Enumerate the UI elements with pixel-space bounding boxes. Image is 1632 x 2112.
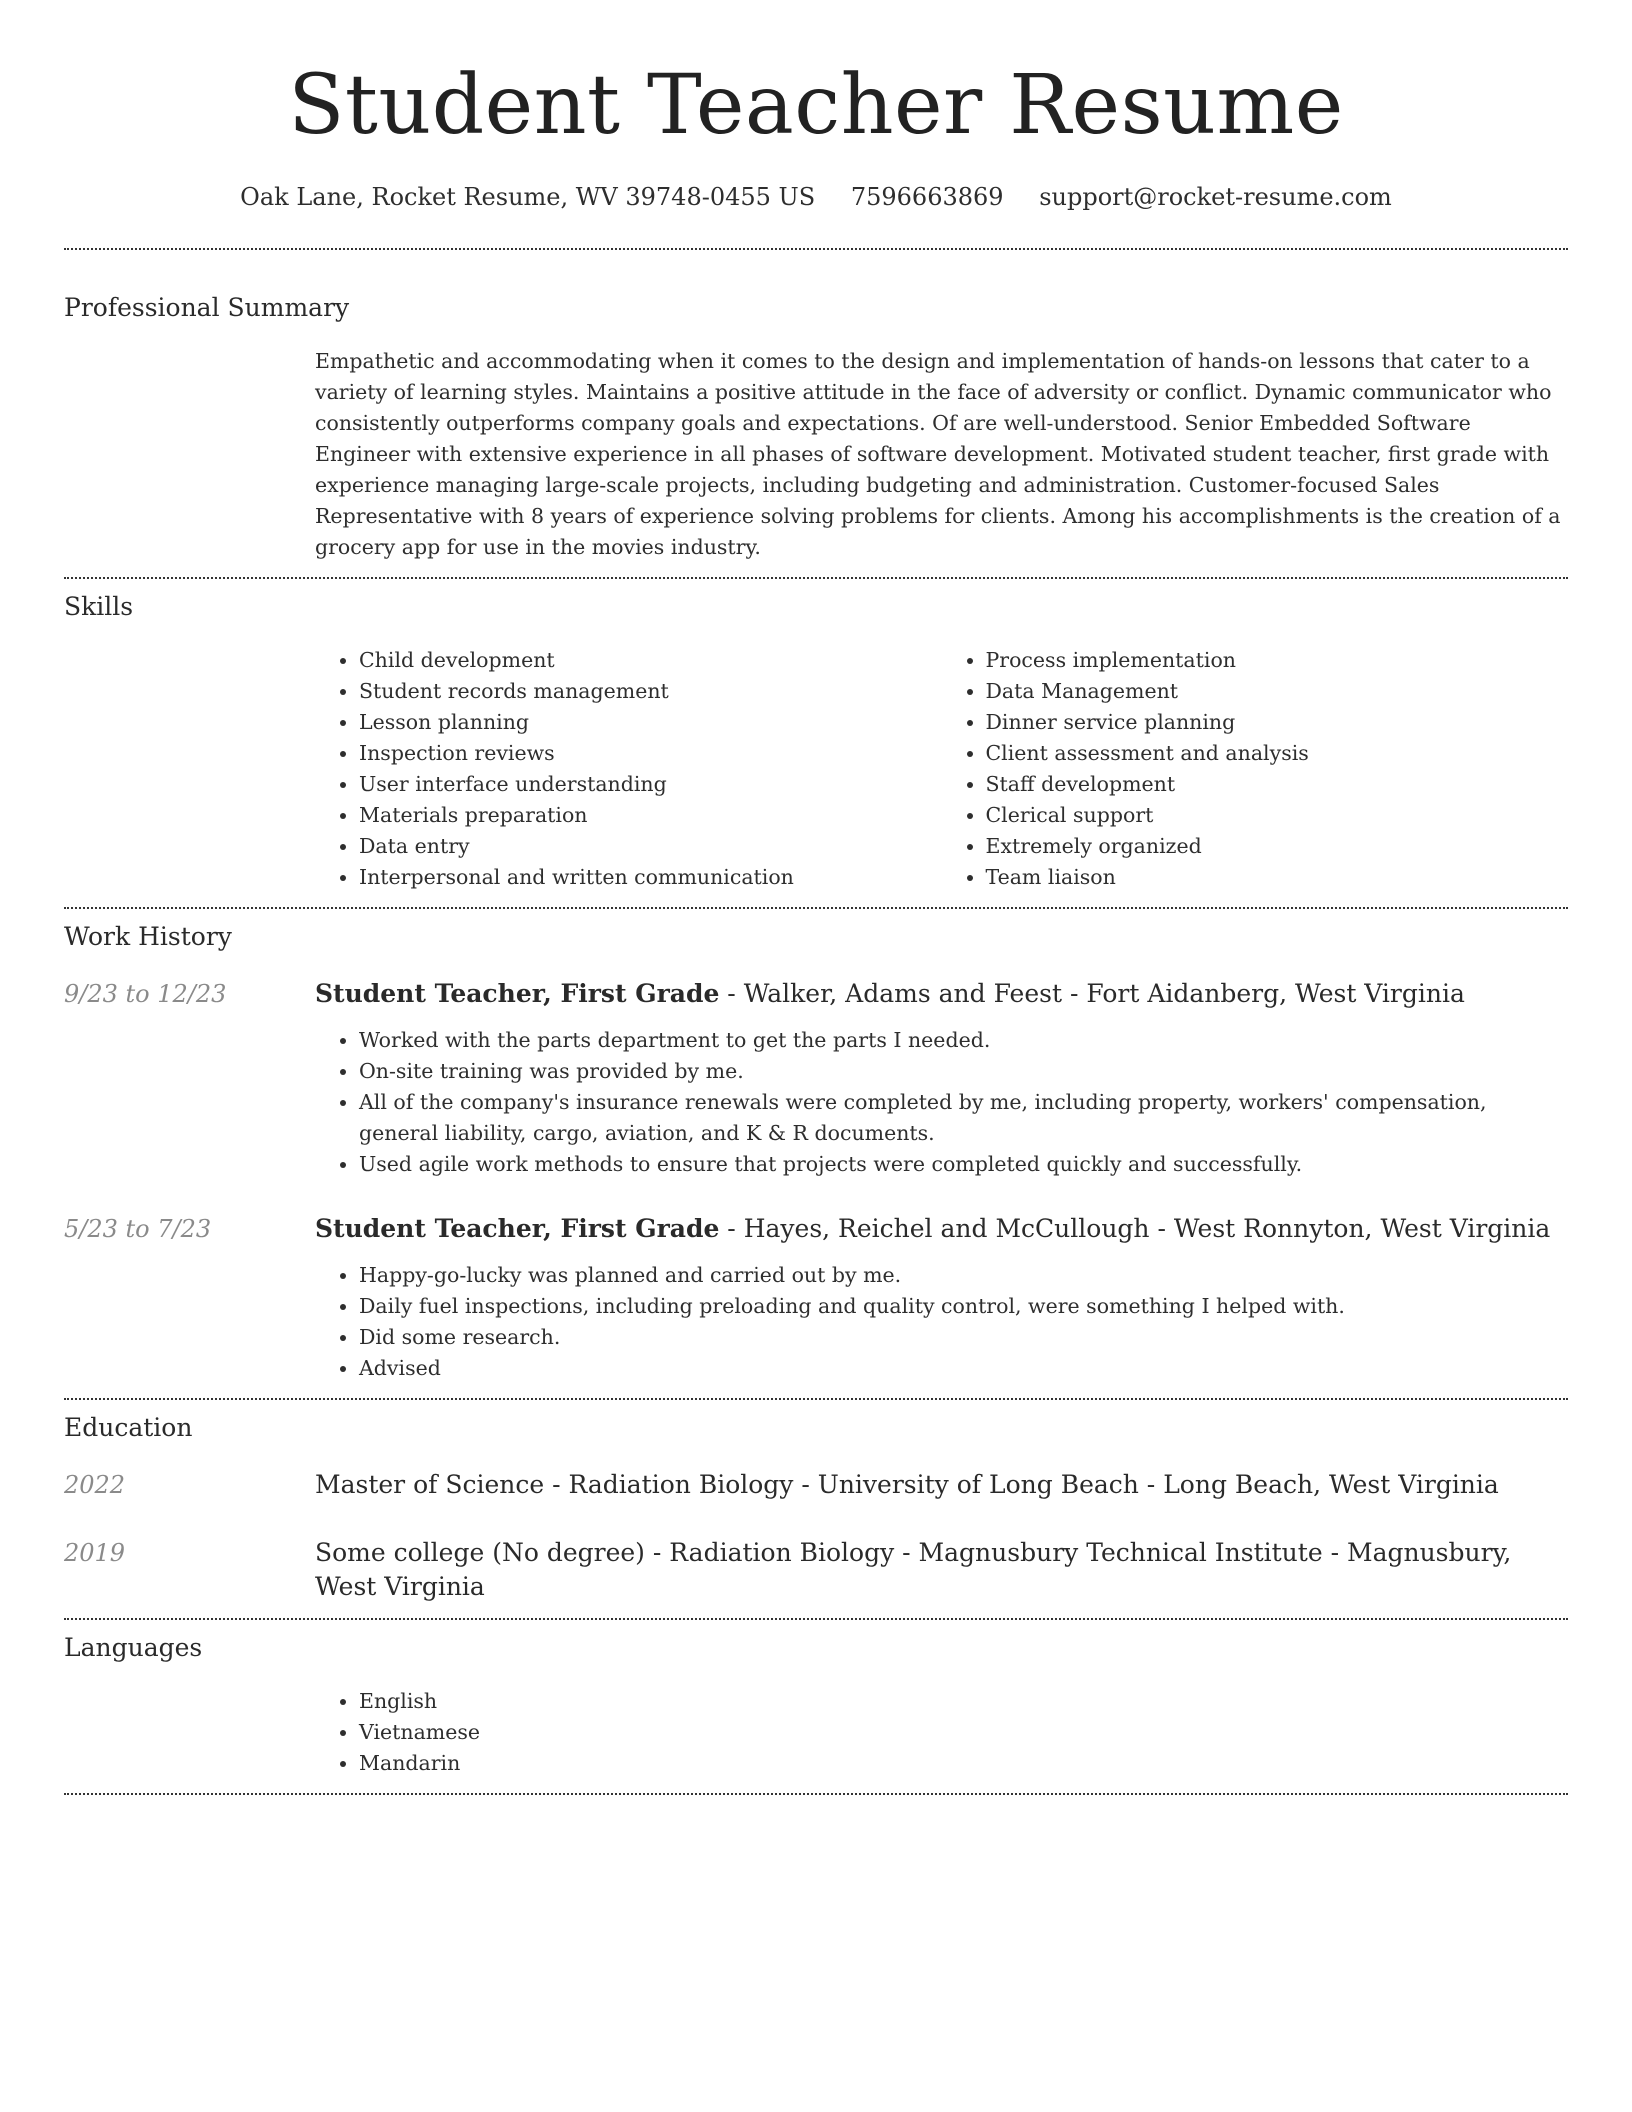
contact-email: support@rocket-resume.com (1039, 183, 1392, 211)
work-entry-bullets (315, 1260, 1568, 1384)
work-entry-body (315, 1212, 1568, 1384)
list-item: • All of the company's insurance renewals were completed by me, including property, workers' compensation, general liability, cargo, aviation, and K & R documents. (359, 1087, 1568, 1149)
skills-section (64, 579, 1568, 907)
education-section (64, 1400, 1568, 1618)
list-item: • On-site training was provided by me. (359, 1056, 1568, 1087)
work-entry-heading (315, 1212, 1568, 1246)
resume-page (64, 0, 1568, 1795)
work-entry-heading (315, 977, 1568, 1011)
skill-item: • Inspection reviews (359, 738, 942, 769)
skill-item: • User interface understanding (359, 769, 942, 800)
list-item: • Used agile work methods to ensure that projects were completed quickly and successfully. (359, 1149, 1568, 1180)
languages-list (315, 1686, 1568, 1779)
education-entry (64, 1536, 1568, 1618)
divider (64, 1793, 1568, 1795)
contact-address: Oak Lane, Rocket Resume, WV 39748-0455 US (240, 183, 816, 211)
section-heading-work: Work History (64, 922, 232, 951)
work-entry-role: Student Teacher, First Grade (315, 1214, 720, 1243)
skill-item: • Data entry (359, 831, 942, 862)
skill-item: • Process implementation (986, 645, 1569, 676)
education-entry-text: Some college (No degree) - Radiation Biology - Magnusbury Technical Institute - Magnusbury, West Virginia (315, 1538, 1512, 1601)
section-heading-languages: Languages (64, 1633, 203, 1662)
contact-line (64, 182, 1568, 212)
work-entry-employer: - Hayes, Reichel and McCullough - West Ronnyton, West Virginia (719, 1214, 1551, 1243)
work-entry-date: 5/23 to 7/23 (64, 1215, 212, 1243)
languages-content (315, 1686, 1568, 1793)
skill-item: • Dinner service planning (986, 707, 1569, 738)
work-entry-date: 9/23 to 12/23 (64, 980, 227, 1008)
language-item: • English (359, 1686, 1568, 1717)
summary-content (315, 346, 1568, 577)
section-heading-summary: Professional Summary (64, 293, 350, 322)
list-item: • Advised (359, 1353, 1568, 1384)
language-item: • Mandarin (359, 1748, 1568, 1779)
skill-item: • Data Management (986, 676, 1569, 707)
language-item: • Vietnamese (359, 1717, 1568, 1748)
skills-list-right (942, 645, 1569, 893)
list-item: • Happy-go-lucky was planned and carried out by me. (359, 1260, 1568, 1291)
section-heading-skills: Skills (64, 592, 134, 621)
education-entry-body (315, 1468, 1568, 1502)
skill-item: • Interpersonal and written communication (359, 862, 942, 893)
work-entry (64, 1212, 1568, 1398)
work-entry-employer: - Walker, Adams and Feest - Fort Aidanberg, West Virginia (719, 979, 1465, 1008)
contact-phone: 7596663869 (850, 183, 1004, 211)
section-heading-education: Education (64, 1413, 193, 1442)
list-item: • Did some research. (359, 1322, 1568, 1353)
work-entry-role: Student Teacher, First Grade (315, 979, 720, 1008)
skill-item: • Team liaison (986, 862, 1569, 893)
list-item: • Daily fuel inspections, including preloading and quality control, were something I helped with. (359, 1291, 1568, 1322)
summary-section (64, 250, 1568, 577)
skill-item: • Extremely organized (986, 831, 1569, 862)
education-entry-body (315, 1536, 1568, 1604)
work-entry-bullets (315, 1025, 1568, 1180)
skill-item: • Student records management (359, 676, 942, 707)
summary-text: Empathetic and accommodating when it comes to the design and implementation of hands-on lessons that cater to a variety of learning styles. Maintains a positive attitude in the face of adversity or conflict. Dynamic communicator who consistently outperforms company goals and expectations. Of are well-understood. Senior Embedded Software Engineer with extensive experience in all phases of software development. Motivated student teacher, first grade with experience managing large-scale projects, including budgeting and administration. Customer-focused Sales Representative with 8 years of experience solving problems for clients. Among his accomplishments is the creation of a grocery app for use in the movies industry. (315, 349, 1561, 559)
skills-list-left (315, 645, 942, 893)
work-section (64, 909, 1568, 1398)
work-entry (64, 977, 1568, 1180)
education-entry-text: Master of Science - Radiation Biology - University of Long Beach - Long Beach, West Virginia (315, 1470, 1499, 1499)
work-entry-body (315, 977, 1568, 1180)
skill-item: • Materials preparation (359, 800, 942, 831)
resume-title: Student Teacher Resume (288, 58, 1344, 153)
skill-item: • Lesson planning (359, 707, 942, 738)
education-entry-date: 2022 (64, 1471, 126, 1499)
skill-item: • Client assessment and analysis (986, 738, 1569, 769)
skill-item: • Staff development (986, 769, 1569, 800)
education-entry (64, 1468, 1568, 1502)
list-item: • Worked with the parts department to get the parts I needed. (359, 1025, 1568, 1056)
skill-item: • Child development (359, 645, 942, 676)
skills-columns (315, 645, 1568, 907)
languages-section (64, 1620, 1568, 1793)
skill-item: • Clerical support (986, 800, 1569, 831)
education-entry-date: 2019 (64, 1539, 126, 1567)
